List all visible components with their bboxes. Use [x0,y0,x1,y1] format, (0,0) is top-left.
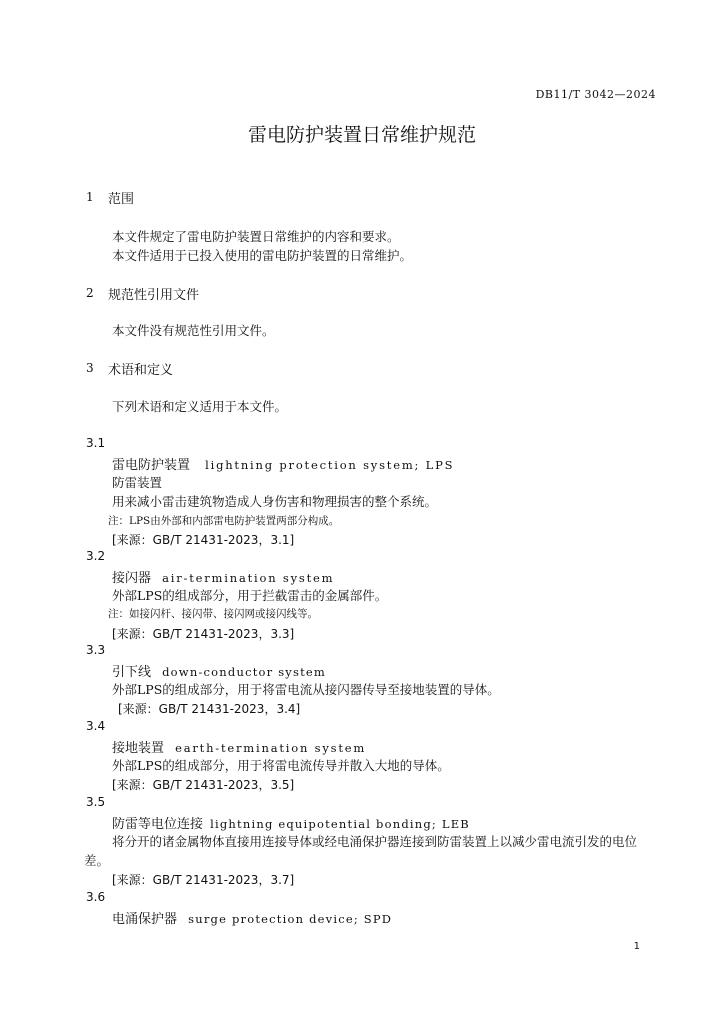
term-note: 注：如接闪杆、接闪带、接闪网或接闪线等。 [108,608,318,620]
term-en: down-conductor system [162,665,327,679]
term-alternative: 防雷装置 [112,475,163,490]
term-number: 3.4 [86,719,106,733]
term-source: [来源：GB/T 21431-2023，3.1] [112,533,295,547]
term-definition-continuation: 差。 [84,853,110,868]
section-number: 1 [86,190,94,204]
section-number: 3 [86,361,94,375]
term-heading [112,813,470,832]
term-number: 3.3 [86,643,106,657]
term-definition: 外部LPS的组成部分，用于拦截雷击的金属部件。 [112,588,388,603]
term-definition: 外部LPS的组成部分，用于将雷电流从接闪器传导至接地装置的导体。 [112,682,500,697]
term-zh: 接闪器 [112,571,152,586]
term-heading [112,908,392,927]
section-title: 范围 [108,192,135,207]
standard-number: DB11/T 3042—2024 [535,88,656,101]
term-zh: 引下线 [112,665,152,680]
term-source: [来源：GB/T 21431-2023，3.4] [118,702,301,716]
term-definition: 将分开的诸金属物体直接用连接导体或经电涌保护器连接到防雷装置上以减少雷电流引发的电位 [112,834,638,849]
paragraph: 本文件没有规范性引用文件。 [112,323,275,338]
term-definition: 外部LPS的组成部分，用于将雷电流传导并散入大地的导体。 [112,758,450,773]
term-zh: 防雷等电位连接 [112,817,204,832]
term-number: 3.1 [86,436,106,450]
paragraph: 下列术语和定义适用于本文件。 [112,399,288,414]
page-number: 1 [633,941,640,952]
term-heading [112,737,366,756]
paragraph: 本文件规定了雷电防护装置日常维护的内容和要求。 [112,229,400,244]
term-definition: 用来减小雷击建筑物造成人身伤害和物理损害的整个系统。 [112,494,438,509]
term-source: [来源：GB/T 21431-2023，3.5] [112,778,295,792]
term-number: 3.2 [86,549,106,563]
term-source: [来源：GB/T 21431-2023，3.3] [112,627,295,641]
term-en: lightning protection system; LPS [205,458,455,472]
term-heading [112,567,334,586]
section-title: 术语和定义 [108,363,174,378]
paragraph: 本文件适用于已投入使用的雷电防护装置的日常维护。 [112,248,413,263]
section-title: 规范性引用文件 [108,288,200,303]
term-zh: 雷电防护装置 [112,458,191,473]
term-number: 3.5 [86,795,106,809]
document-title: 雷电防护装置日常维护规范 [247,124,476,146]
term-en: air-termination system [162,571,335,585]
term-en: earth-termination system [175,741,367,755]
term-number: 3.6 [86,890,106,904]
term-en: lightning equipotential bonding; LEB [210,817,470,831]
term-source: [来源：GB/T 21431-2023，3.7] [112,873,295,887]
term-heading [112,661,326,680]
term-zh: 接地装置 [112,741,165,756]
term-heading [112,454,454,473]
term-en: surge protection device; SPD [188,912,393,926]
term-zh: 电涌保护器 [112,912,178,927]
term-note: 注：LPS由外部和内部雷电防护装置两部分构成。 [108,515,340,527]
section-number: 2 [86,286,94,300]
